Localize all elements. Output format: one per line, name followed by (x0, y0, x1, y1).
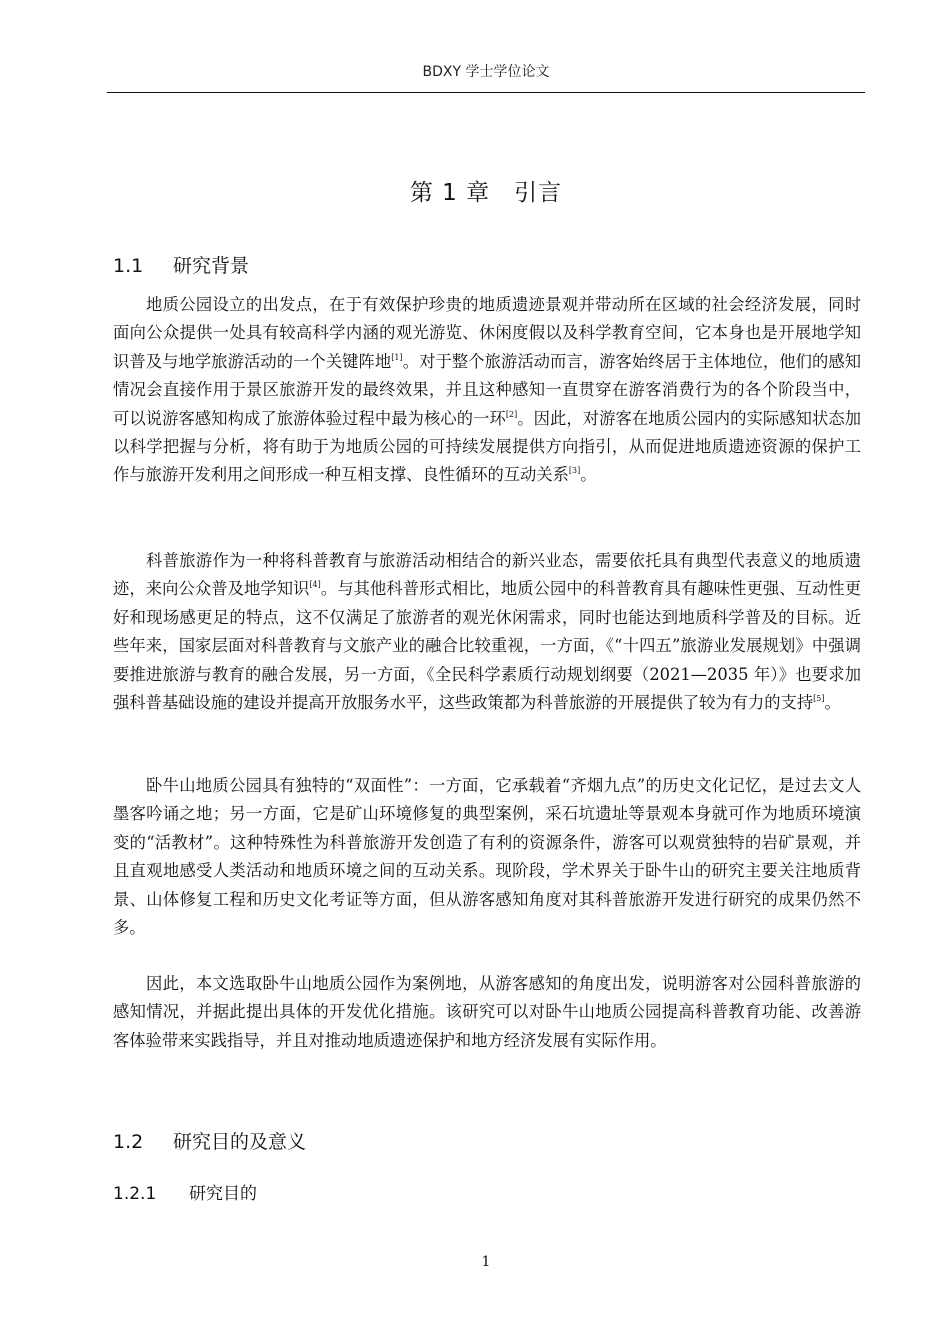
citation: [2] (505, 409, 518, 419)
subsection-title: 研究目的 (189, 1184, 257, 1204)
body-paragraph-3: 卧牛山地质公园具有独特的“双面性”：一方面，它承载着“齐烟九点”的历史文化记忆，是过去文人墨客吟诵之地；另一方面，它是矿山环境修复的典型案例，采石坑遗址等景观本身就可作为地质环境演变的“活教材”。这种特殊性为科普旅游开发创造了有利的资源条件，游客可以观赏独特的岩矿景观，并且直观地感受人类活动和地质环境之间的互动关系。现阶段，学术界关于卧牛山的研究主要关注地质背景、山体修复工程和历史文化考证等方面，但从游客感知角度对其科普旅游开发进行研究的成果仍然不多。 (113, 776, 861, 938)
page-number: 1 (481, 1254, 491, 1270)
citation: [1] (391, 352, 403, 362)
chapter-number: 第 1 章 (409, 180, 491, 206)
citation: [3] (568, 466, 581, 476)
body-paragraph-4: 因此，本文选取卧牛山地质公园作为案例地，从游客感知的角度出发，说明游客对公园科普旅游的感知情况，并据此提出具体的开发优化措施。该研究可以对卧牛山地质公园提高科普教育功能、改善游客体验带来实践指导，并且对推动地质遗迹保护和地方经济发展有实际作用。 (113, 974, 861, 1050)
section-heading-1-2 (113, 1128, 306, 1156)
section-heading-1-1 (113, 252, 249, 280)
citation: [5] (813, 694, 825, 704)
body-paragraph-2: 科普旅游作为一种将科普教育与旅游活动相结合的新兴业态，需要依托具有典型代表意义的地质遗迹，来向公众普及地学知识[4]。与其他科普形式相比，地质公园中的科普教育具有趣味性更强、互动性更好和现场感更足的特点，这不仅满足了旅游者的观光休闲需求，同时也能达到地质科学普及的目标。近些年来，国家层面对科普教育与文旅产业的融合比较重视，一方面，《“十四五”旅游业发展规划》中强调要推进旅游与教育的融合发展，另一方面，《全民科学素质行动规划纲要（2021—2035 年）》也要求加强科普基础设施的建设并提高开放服务水平，这些政策都为科普旅游的开展提供了较为有力的支持[5]。 (113, 551, 861, 713)
citation: [4] (309, 580, 321, 590)
subsection-heading-1-2-1 (113, 1180, 257, 1208)
section-title: 研究背景 (173, 255, 250, 277)
chapter-title: 引言 (514, 180, 563, 206)
running-header: BDXY 学士学位论文 (422, 64, 550, 80)
header-divider (107, 92, 865, 93)
body-paragraph-1: 地质公园设立的出发点，在于有效保护珍贵的地质遗迹景观并带动所在区域的社会经济发展，同时面向公众提供一处具有较高科学内涵的观光游览、休闲度假以及科学教育空间，它本身也是开展地学知识普及与地学旅游活动的一个关键阵地[1]。对于整个旅游活动而言，游客始终居于主体地位，他们的感知情况会直接作用于景区旅游开发的最终效果，并且这种感知一直贯穿在游客消费行为的各个阶段当中，可以说游客感知构成了旅游体验过程中最为核心的一环[2]。因此，对游客在地质公园内的实际感知状态加以科学把握与分析，将有助于为地质公园的可持续发展提供方向指引，从而促进地质遗迹资源的保护工作与旅游开发利用之间形成一种互相支撑、良性循环的互动关系[3]。 (113, 295, 861, 485)
section-number: 1.1 (113, 255, 144, 277)
chapter-heading (107, 176, 865, 210)
section-title: 研究目的及意义 (173, 1131, 307, 1153)
section-number: 1.2 (113, 1131, 144, 1153)
subsection-number: 1.2.1 (113, 1184, 157, 1204)
